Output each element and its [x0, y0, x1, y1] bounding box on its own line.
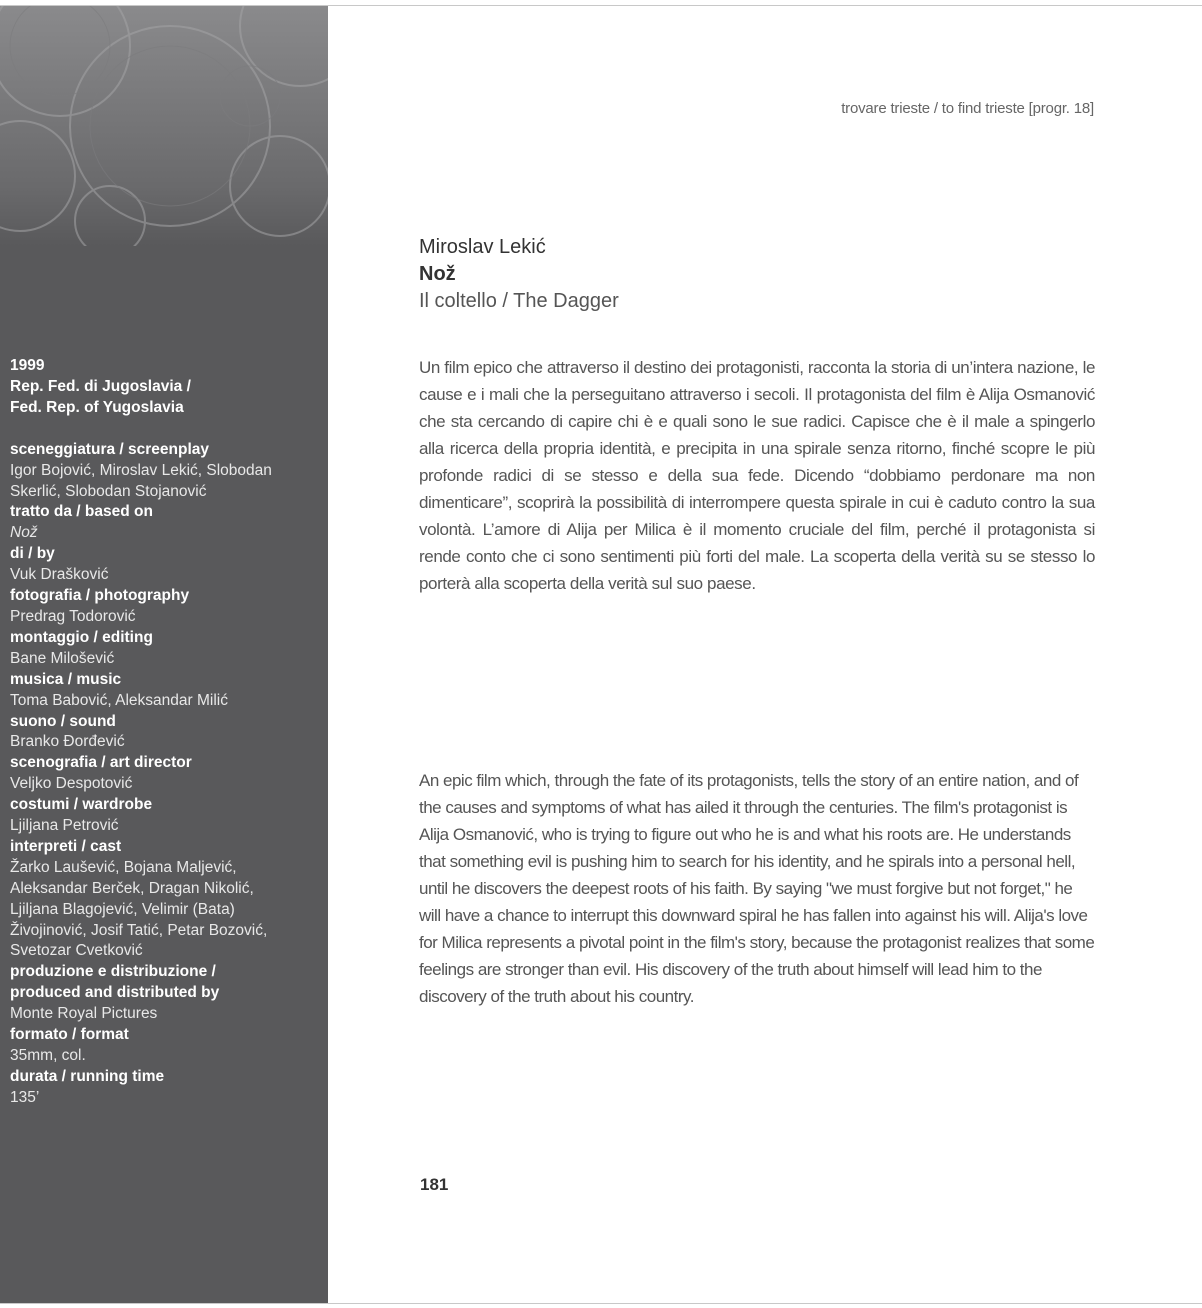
- credit-label-photography: fotografia / photography: [10, 587, 190, 605]
- decorative-texture: [0, 6, 328, 246]
- country-it: Rep. Fed. di Jugoslavia /: [10, 377, 191, 395]
- year: 1999: [10, 357, 45, 374]
- director-name: Miroslav Lekić: [419, 236, 546, 258]
- credit-value-by: Vuk Drašković: [10, 566, 109, 584]
- credits-list: [10, 356, 322, 1109]
- credit-value-sound: Branko Đorđević: [10, 733, 125, 751]
- credit-value-cast: Žarko Laušević, Bojana Maljević,: [10, 858, 237, 876]
- credit-label-by: di / by: [10, 545, 55, 563]
- credit-label-music: musica / music: [10, 670, 122, 688]
- credit-value-cast: Živojinović, Josif Tatić, Petar Bozović,: [10, 921, 268, 939]
- synopsis-english: An epic film which, through the fate of its protagonists, tells the story of an entire nation, and of the causes and symptoms of what has ailed it through the centuries. The film's protagonist is Alija Osmanović, who is trying to figure out who he is and what his roots are. He understands that something evil is pushing him to search for his identity, and he spirals into a personal hell, until he discovers the deepest roots of his faith. By saying "we must forgive but not forget," he will have a chance to interrupt this downward spiral he has fallen into against his will. Alija's love for Milica represents a pivotal point in the film's story, because the protagonist realizes that some feelings are stronger than evil. His discovery of the truth about himself will lead him to the discovery of the truth about his country.: [419, 771, 1095, 1006]
- credit-value-music: Toma Babović, Aleksandar Milić: [10, 691, 228, 709]
- page-border-bottom: [0, 1303, 1202, 1304]
- country-en: Fed. Rep. of Yugoslavia: [10, 398, 184, 416]
- section-header: trovare trieste / to find trieste [progr. 18]: [841, 100, 1094, 117]
- credit-value-screenplay: Skerlić, Slobodan Stojanović: [10, 482, 207, 500]
- credit-label-cast: interpreti / cast: [10, 837, 122, 855]
- credit-label-running-time: durata / running time: [10, 1067, 165, 1085]
- credit-label-production-en: produced and distributed by: [10, 984, 220, 1002]
- credit-label-wardrobe: costumi / wardrobe: [10, 796, 153, 814]
- synopsis-italian: Un film epico che attraverso il destino dei protagonisti, racconta la storia di un’intera nazione, le cause e i mali che la perseguitano attraverso i secoli. Il protagonista del film è Alija Osmanović che sta cercando di capire chi è e quali sono le sue radici. Capisce che è il male a spingerlo alla ricerca della propria identità, e precipita in una spirale senza ritorno, finché scopre le più profonde radici di se stesso e della sua fede. Dicendo “dobbiamo perdonare ma non dimenticare”, scoprirà la possibilità di interrompere questa spirale in cui è caduto contro la sua volontà. L’amore di Alija per Milica è il momento cruciale del film, perché il protagonista si rende conto che ci sono sentimenti più forti del male. La scoperta della verità su se stesso lo porterà alla scoperta della verità sul suo paese.: [419, 358, 1095, 593]
- credit-label-sound: suono / sound: [10, 712, 116, 730]
- page-number: 181: [420, 1175, 449, 1194]
- credit-value-art-director: Veljko Despotović: [10, 775, 133, 793]
- credit-value-photography: Predrag Todorović: [10, 607, 136, 625]
- credit-label-editing: montaggio / editing: [10, 628, 153, 646]
- credit-value-cast: Aleksandar Berček, Dragan Nikolić,: [10, 879, 254, 897]
- credit-value-screenplay: Igor Bojović, Miroslav Lekić, Slobodan: [10, 461, 272, 479]
- credit-value-cast: Ljiljana Blagojević, Velimir (Bata): [10, 900, 235, 918]
- film-title: Nož: [419, 263, 456, 285]
- film-alt-titles: Il coltello / The Dagger: [419, 290, 619, 312]
- credit-value-wardrobe: Ljiljana Petrović: [10, 817, 119, 835]
- credit-value-format: 35mm, col.: [10, 1047, 86, 1064]
- credit-value-editing: Bane Milošević: [10, 649, 115, 667]
- credits-gap: [10, 419, 322, 440]
- credit-value-production: Monte Royal Pictures: [10, 1005, 158, 1023]
- credit-label-based-on: tratto da / based on: [10, 503, 153, 521]
- credit-label-production: produzione e distribuzione /: [10, 963, 216, 981]
- credit-value-cast: Svetozar Cvetković: [10, 942, 143, 960]
- credit-label-screenplay: sceneggiatura / screenplay: [10, 440, 210, 458]
- credits-sidebar: [0, 6, 328, 1303]
- credit-value-running-time: 135’: [10, 1088, 40, 1106]
- credit-label-format: formato / format: [10, 1026, 129, 1044]
- credit-label-art-director: scenografia / art director: [10, 754, 192, 772]
- credit-value-based-on: Nož: [10, 524, 38, 542]
